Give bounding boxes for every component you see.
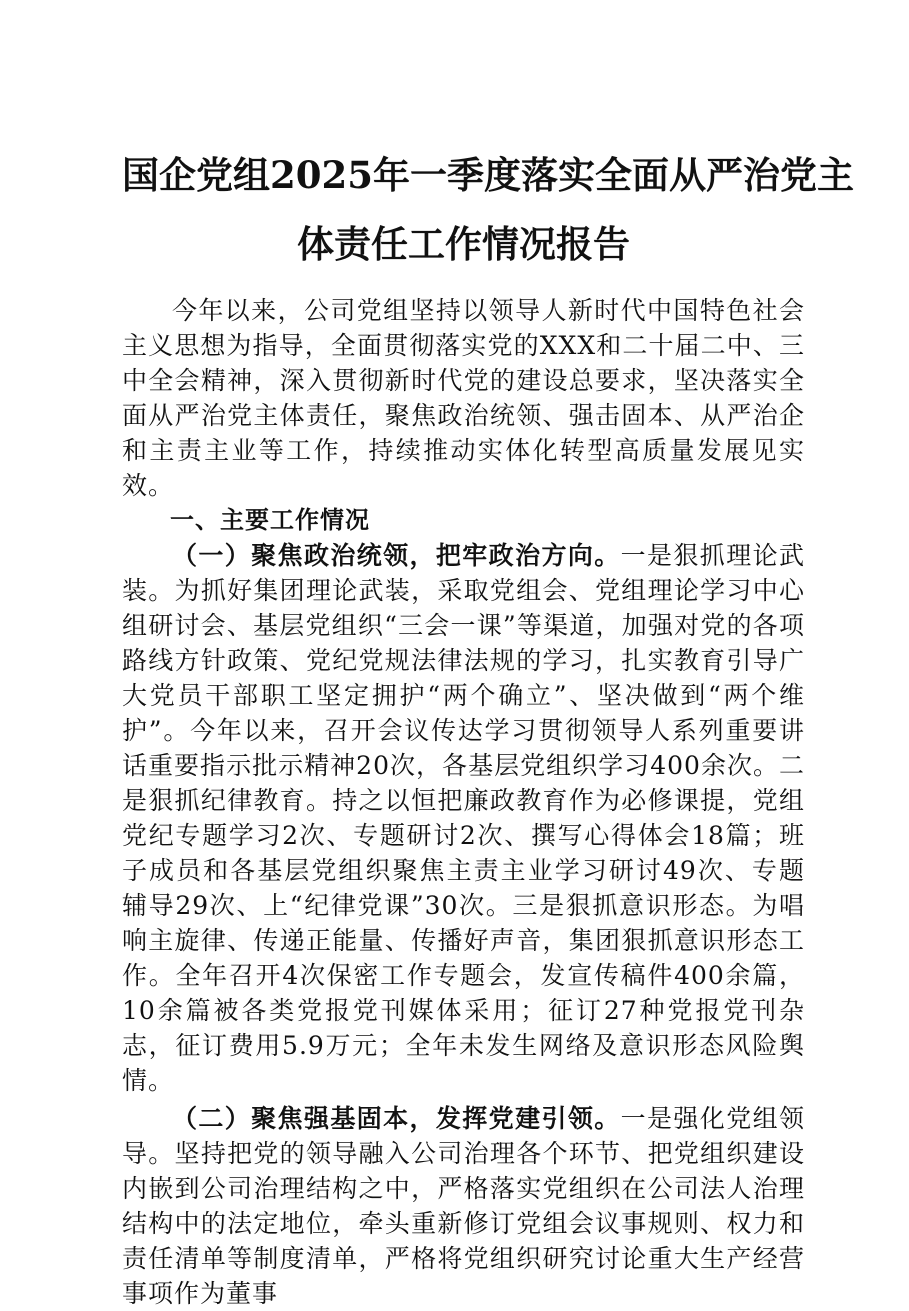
document-title [122,150,854,269]
item-paragraph-strengthen-foundation [122,1101,805,1311]
item-paragraph-political-leadership [122,538,805,1098]
document-title-line-2: 体责任工作情况报告 [297,222,630,266]
item-body-political-leadership: 一是狠抓理论武装。为抓好集团理论武装，采取党组会、党组理论学习中心组研讨会、基层党组织“三会一课”等渠道，加强对党的各项路线方针政策、党纪党规法律法规的学习，扎实教育引导广大党员干部职工坚定拥护“两个确立”、坚决做到“两个维护”。今年以来，召开会议传达学习贯彻领导人系列重要讲话重要指示批示精神20次，各基层党组织学习400余次。二是狠抓纪律教育。持之以恒把廉政教育作为必修课提，党组党纪专题学习2次、专题研讨2次、撰写心得体会18篇；班子成员和各基层党组织聚焦主责主业学习研讨49次、专题辅导29次、上“纪律党课”30次。三是狠抓意识形态。为唱响主旋律、传递正能量、传播好声音，集团狠抓意识形态工作。全年召开4次保密工作专题会，发宣传稿件400余篇，10余篇被各类党报党刊媒体采用；征订27种党报党刊杂志，征订费用5.9万元；全年未发生网络及意识形态风险舆情。 [122,541,805,1095]
section-heading-main-work: 一、主要工作情况 [170,506,370,534]
document-title-line-1: 国企党组2025年一季度落实全面从严治党主 [122,153,854,197]
intro-paragraph: 今年以来，公司党组坚持以领导人新时代中国特色社会主义思想为指导，全面贯彻落实党的XXX和二十届二中、三中全会精神，深入贯彻新时代党的建设总要求，坚决落实全面从严治党主体责任，聚焦政治统领、强击固本、从严治企和主责主业等工作，持续推动实体化转型高质量发展见实效。 [122,296,805,500]
document-body [122,293,805,1311]
item-heading-strengthen-foundation: （二）聚焦强基固本，发挥党建引领。 [172,1104,621,1133]
item-heading-political-leadership: （一）聚焦政治统领，把牢政治方向。 [172,541,621,570]
item-body-strengthen-foundation: 一是强化党组领导。坚持把党的领导融入公司治理各个环节、把党组织建设内嵌到公司治理结构之中，严格落实党组织在公司法人治理结构中的法定地位，牵头重新修订党组会议事规则、权力和责任清单等制度清单，严格将党组织研究讨论重大生产经营事项作为董事 [122,1104,805,1308]
